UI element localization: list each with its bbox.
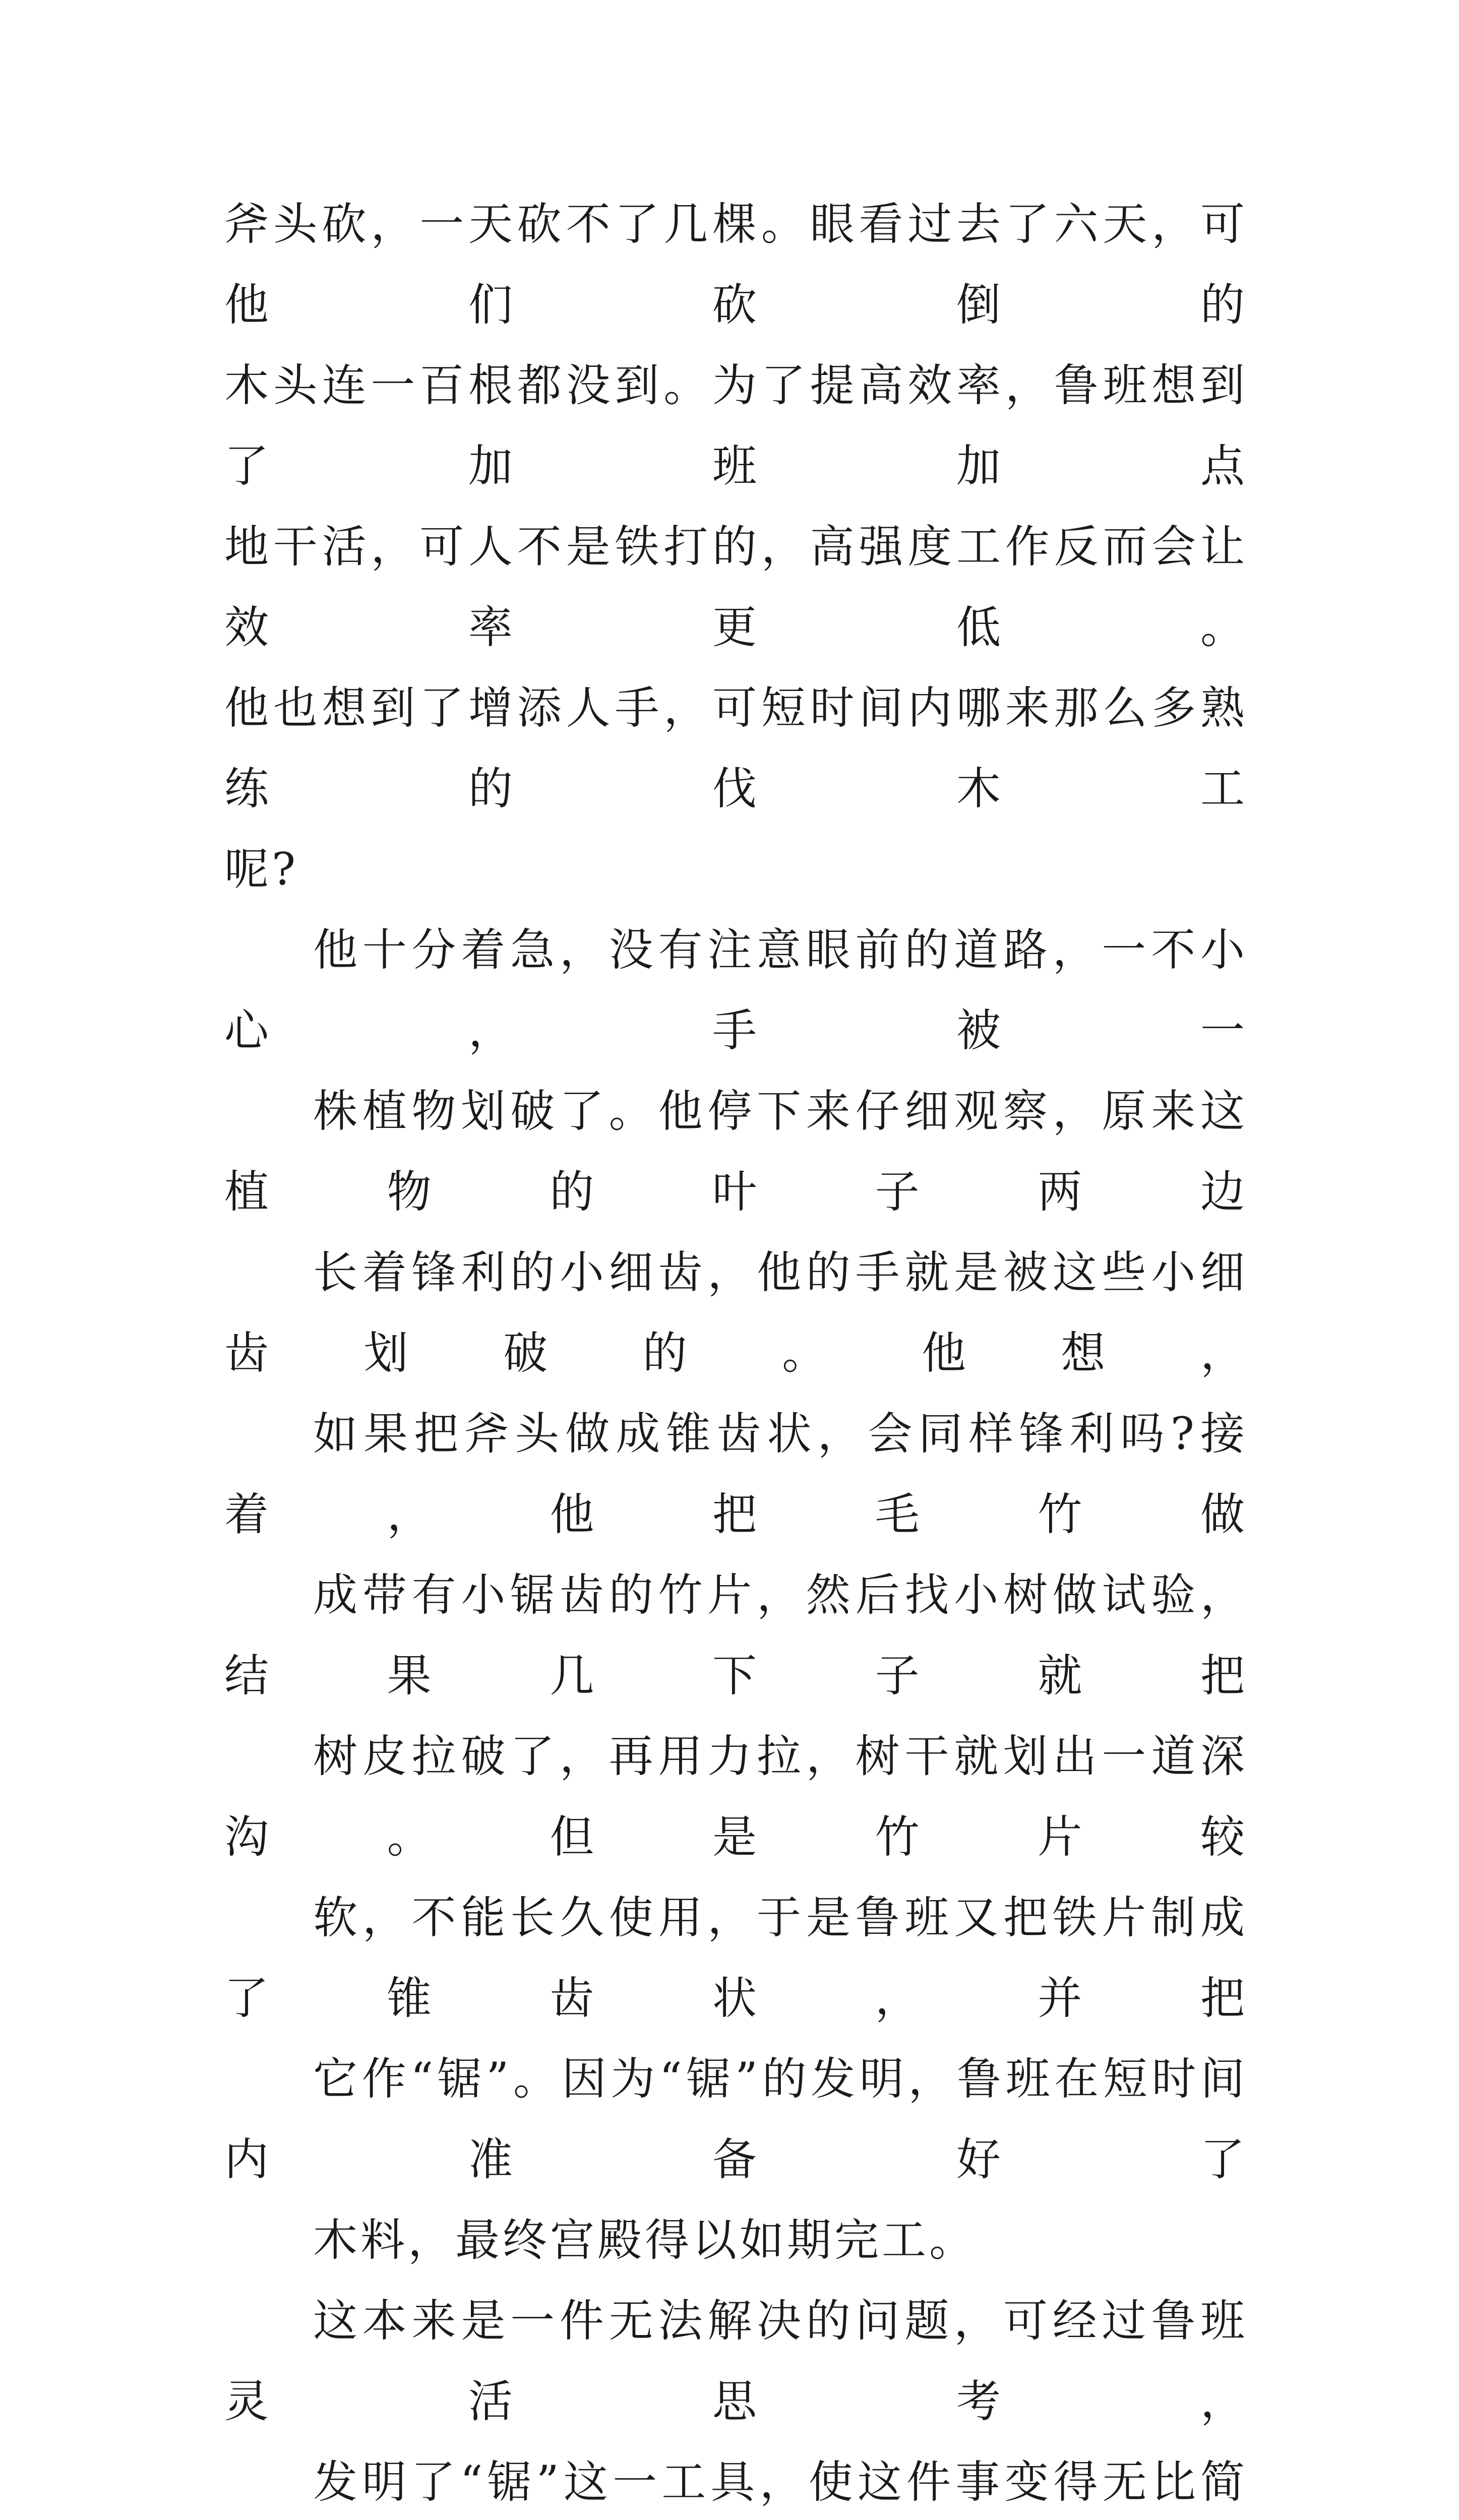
text-line: 如果把斧头做成锥齿状，会同样锋利吗?接着，他把毛竹做	[224, 1408, 1248, 1540]
text-line: 他也想到了增添人手，可短时间内哪来那么多熟练的伐木工	[224, 682, 1248, 814]
text-line: 它作“锯”。因为“锯”的发明，鲁班在短时间内准备好了	[224, 2053, 1248, 2185]
document-body	[224, 184, 1248, 2520]
text-line: 发明了“锯”这一工具，使这件事变得无比简	[313, 2456, 1248, 2508]
text-line: 软，不能长久使用，于是鲁班又把铁片制成了锥齿状，并把	[224, 1892, 1248, 2024]
text-line: 木料，最终宫殿得以如期完工。	[313, 2214, 977, 2266]
text-line: 地干活，可人不是铁打的，高强度工作反而会让效率更低。	[224, 521, 1248, 653]
text-line: 长着锋利的小细齿，他的手就是被这些小细齿划破的。他想，	[224, 1246, 1248, 1379]
text-line: 成带有小锯齿的竹片，然后找小树做试验，结果几下子就把	[224, 1569, 1248, 1702]
text-line: 这本来是一件无法解决的问题，可经过鲁班灵活思考，	[224, 2295, 1248, 2427]
text-line: 株植物划破了。他停下来仔细观察，原来这植物的叶子两边	[224, 1085, 1248, 1218]
paragraph	[224, 184, 1248, 910]
paragraph	[224, 2281, 1248, 2520]
text-line: 树皮拉破了，再用力拉，树干就划出一道深沟。但是竹片较	[224, 1730, 1248, 1863]
text-line: 斧头砍，一天砍不了几棵。眼看过去了六天，可他们砍倒的	[224, 198, 1248, 331]
text-line: 木头连一百根都没到。为了提高效率，鲁班想到了加班加点	[224, 359, 1248, 492]
text-line: 呢?	[224, 843, 299, 895]
paragraph	[224, 910, 1248, 2281]
text-line: 他十分着急，没有注意眼前的道路，一不小心，手被一	[224, 924, 1248, 1056]
